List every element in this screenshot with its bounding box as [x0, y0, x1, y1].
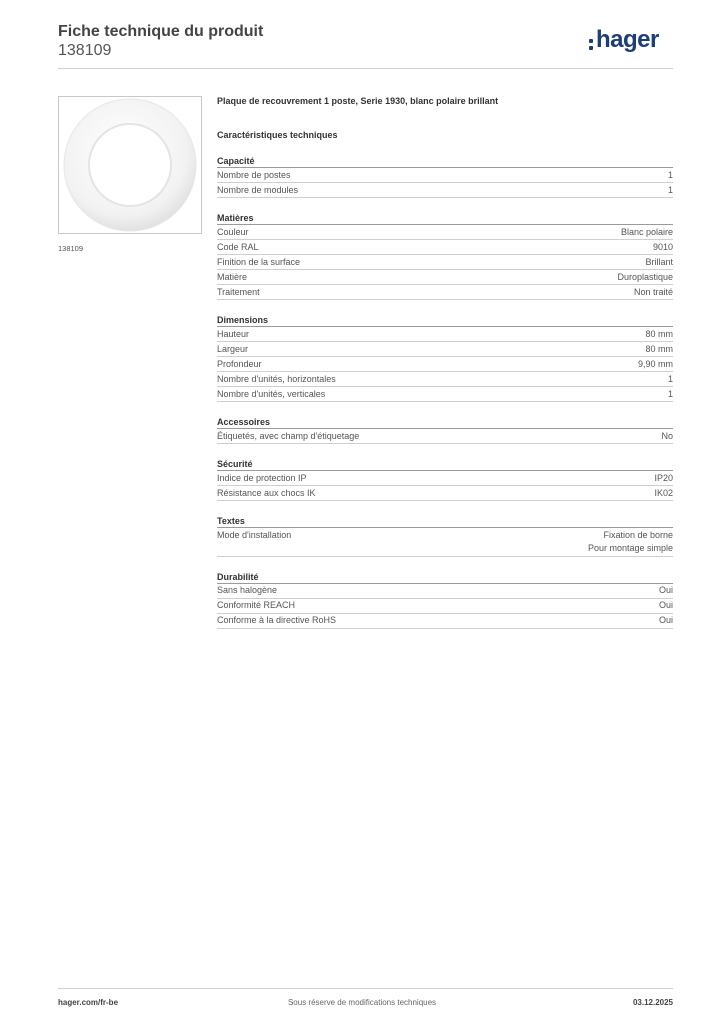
- spec-value: [588, 529, 673, 556]
- specs-title: Caractéristiques techniques: [217, 130, 338, 140]
- spec-value-line: Pour montage simple: [587, 543, 673, 553]
- footer-website[interactable]: hager.com/fr-be: [58, 998, 119, 1007]
- spec-label: Nombre de modules: [217, 184, 299, 195]
- spec-value: No: [661, 430, 673, 441]
- spec-section: [217, 571, 673, 629]
- spec-sections: [217, 155, 673, 629]
- spec-value: IP20: [654, 472, 673, 483]
- spec-section: [217, 212, 673, 300]
- logo-colon-icon: [589, 31, 594, 47]
- footer-disclaimer: Sous réserve de modifications techniques: [287, 998, 437, 1007]
- page-header: [58, 22, 263, 60]
- spec-row: [217, 240, 673, 255]
- section-title: Sécurité: [217, 458, 673, 471]
- footer-date: 03.12.2025: [632, 998, 673, 1007]
- spec-row: [217, 599, 673, 614]
- spec-row: [217, 342, 673, 357]
- section-title: Dimensions: [217, 314, 673, 327]
- product-image: [58, 96, 202, 234]
- spec-value: 1: [667, 373, 673, 384]
- spec-value: Blanc polaire: [620, 226, 673, 237]
- spec-row: [217, 285, 673, 300]
- spec-row: [217, 528, 673, 557]
- spec-row: [217, 255, 673, 270]
- spec-value: IK02: [654, 487, 673, 498]
- cover-plate-icon: [59, 97, 201, 233]
- spec-value: Oui: [658, 600, 673, 610]
- spec-label: Étiquetés, avec champ d'étiquetage: [217, 430, 360, 441]
- product-number: 138109: [58, 42, 112, 59]
- spec-label: Hauteur: [217, 328, 250, 339]
- spec-section: [217, 155, 673, 198]
- spec-value: 9,90 mm: [637, 358, 673, 369]
- image-caption: 138109: [58, 244, 84, 253]
- spec-section: [217, 314, 673, 402]
- section-title: Capacité: [217, 155, 673, 168]
- spec-label: Finition de la surface: [217, 256, 301, 267]
- spec-row: [217, 183, 673, 198]
- spec-value: 9010: [652, 241, 673, 252]
- spec-value: 80 mm: [645, 328, 673, 339]
- spec-label: Nombre d'unités, horizontales: [217, 373, 336, 384]
- spec-row: [217, 429, 673, 444]
- hager-logo: [589, 26, 659, 54]
- product-specs: [217, 95, 673, 629]
- spec-value-line: Fixation de borne: [603, 529, 673, 540]
- spec-value: Duroplastique: [617, 271, 673, 282]
- header-divider: [58, 68, 673, 69]
- page-title: Fiche technique du produit: [58, 23, 264, 40]
- logo-text: hager: [596, 26, 659, 53]
- spec-value: Oui: [658, 585, 673, 595]
- spec-row: [217, 486, 673, 501]
- spec-row: [217, 327, 673, 342]
- spec-label: Conformité REACH: [217, 600, 296, 610]
- spec-section: [217, 416, 673, 444]
- footer-divider: [58, 988, 673, 989]
- section-title: Durabilité: [217, 571, 673, 584]
- product-title: Plaque de recouvrement 1 poste, Serie 1930, blanc polaire brillant: [217, 96, 499, 106]
- spec-label: Nombre de postes: [217, 169, 291, 180]
- section-title: Matières: [217, 212, 673, 225]
- spec-label: Indice de protection IP: [217, 472, 307, 483]
- spec-label: Mode d'installation: [217, 529, 292, 540]
- spec-label: Profondeur: [217, 358, 262, 369]
- spec-value: 1: [667, 388, 673, 399]
- spec-value: 1: [667, 169, 673, 180]
- spec-label: Sans halogène: [217, 585, 278, 595]
- section-title: Textes: [217, 515, 673, 528]
- spec-row: [217, 168, 673, 183]
- spec-value: Oui: [658, 615, 673, 625]
- section-title: Accessoires: [217, 416, 673, 429]
- spec-row: [217, 357, 673, 372]
- spec-label: Traitement: [217, 286, 260, 297]
- spec-label: Matière: [217, 271, 248, 282]
- spec-label: Conforme à la directive RoHS: [217, 615, 337, 625]
- spec-row: [217, 372, 673, 387]
- spec-value: 1: [667, 184, 673, 195]
- spec-label: Nombre d'unités, verticales: [217, 388, 326, 399]
- spec-label: Largeur: [217, 343, 249, 354]
- spec-value: 80 mm: [645, 343, 673, 354]
- spec-row: [217, 270, 673, 285]
- spec-label: Couleur: [217, 226, 249, 237]
- spec-label: Résistance aux chocs IK: [217, 487, 316, 498]
- spec-section: [217, 515, 673, 557]
- spec-row: [217, 225, 673, 240]
- spec-section: [217, 458, 673, 501]
- spec-value: Brillant: [645, 256, 673, 267]
- spec-row: [217, 387, 673, 402]
- spec-row: [217, 584, 673, 599]
- spec-row: [217, 614, 673, 629]
- spec-label: Code RAL: [217, 241, 259, 252]
- spec-value: Non traité: [633, 286, 673, 297]
- spec-row: [217, 471, 673, 486]
